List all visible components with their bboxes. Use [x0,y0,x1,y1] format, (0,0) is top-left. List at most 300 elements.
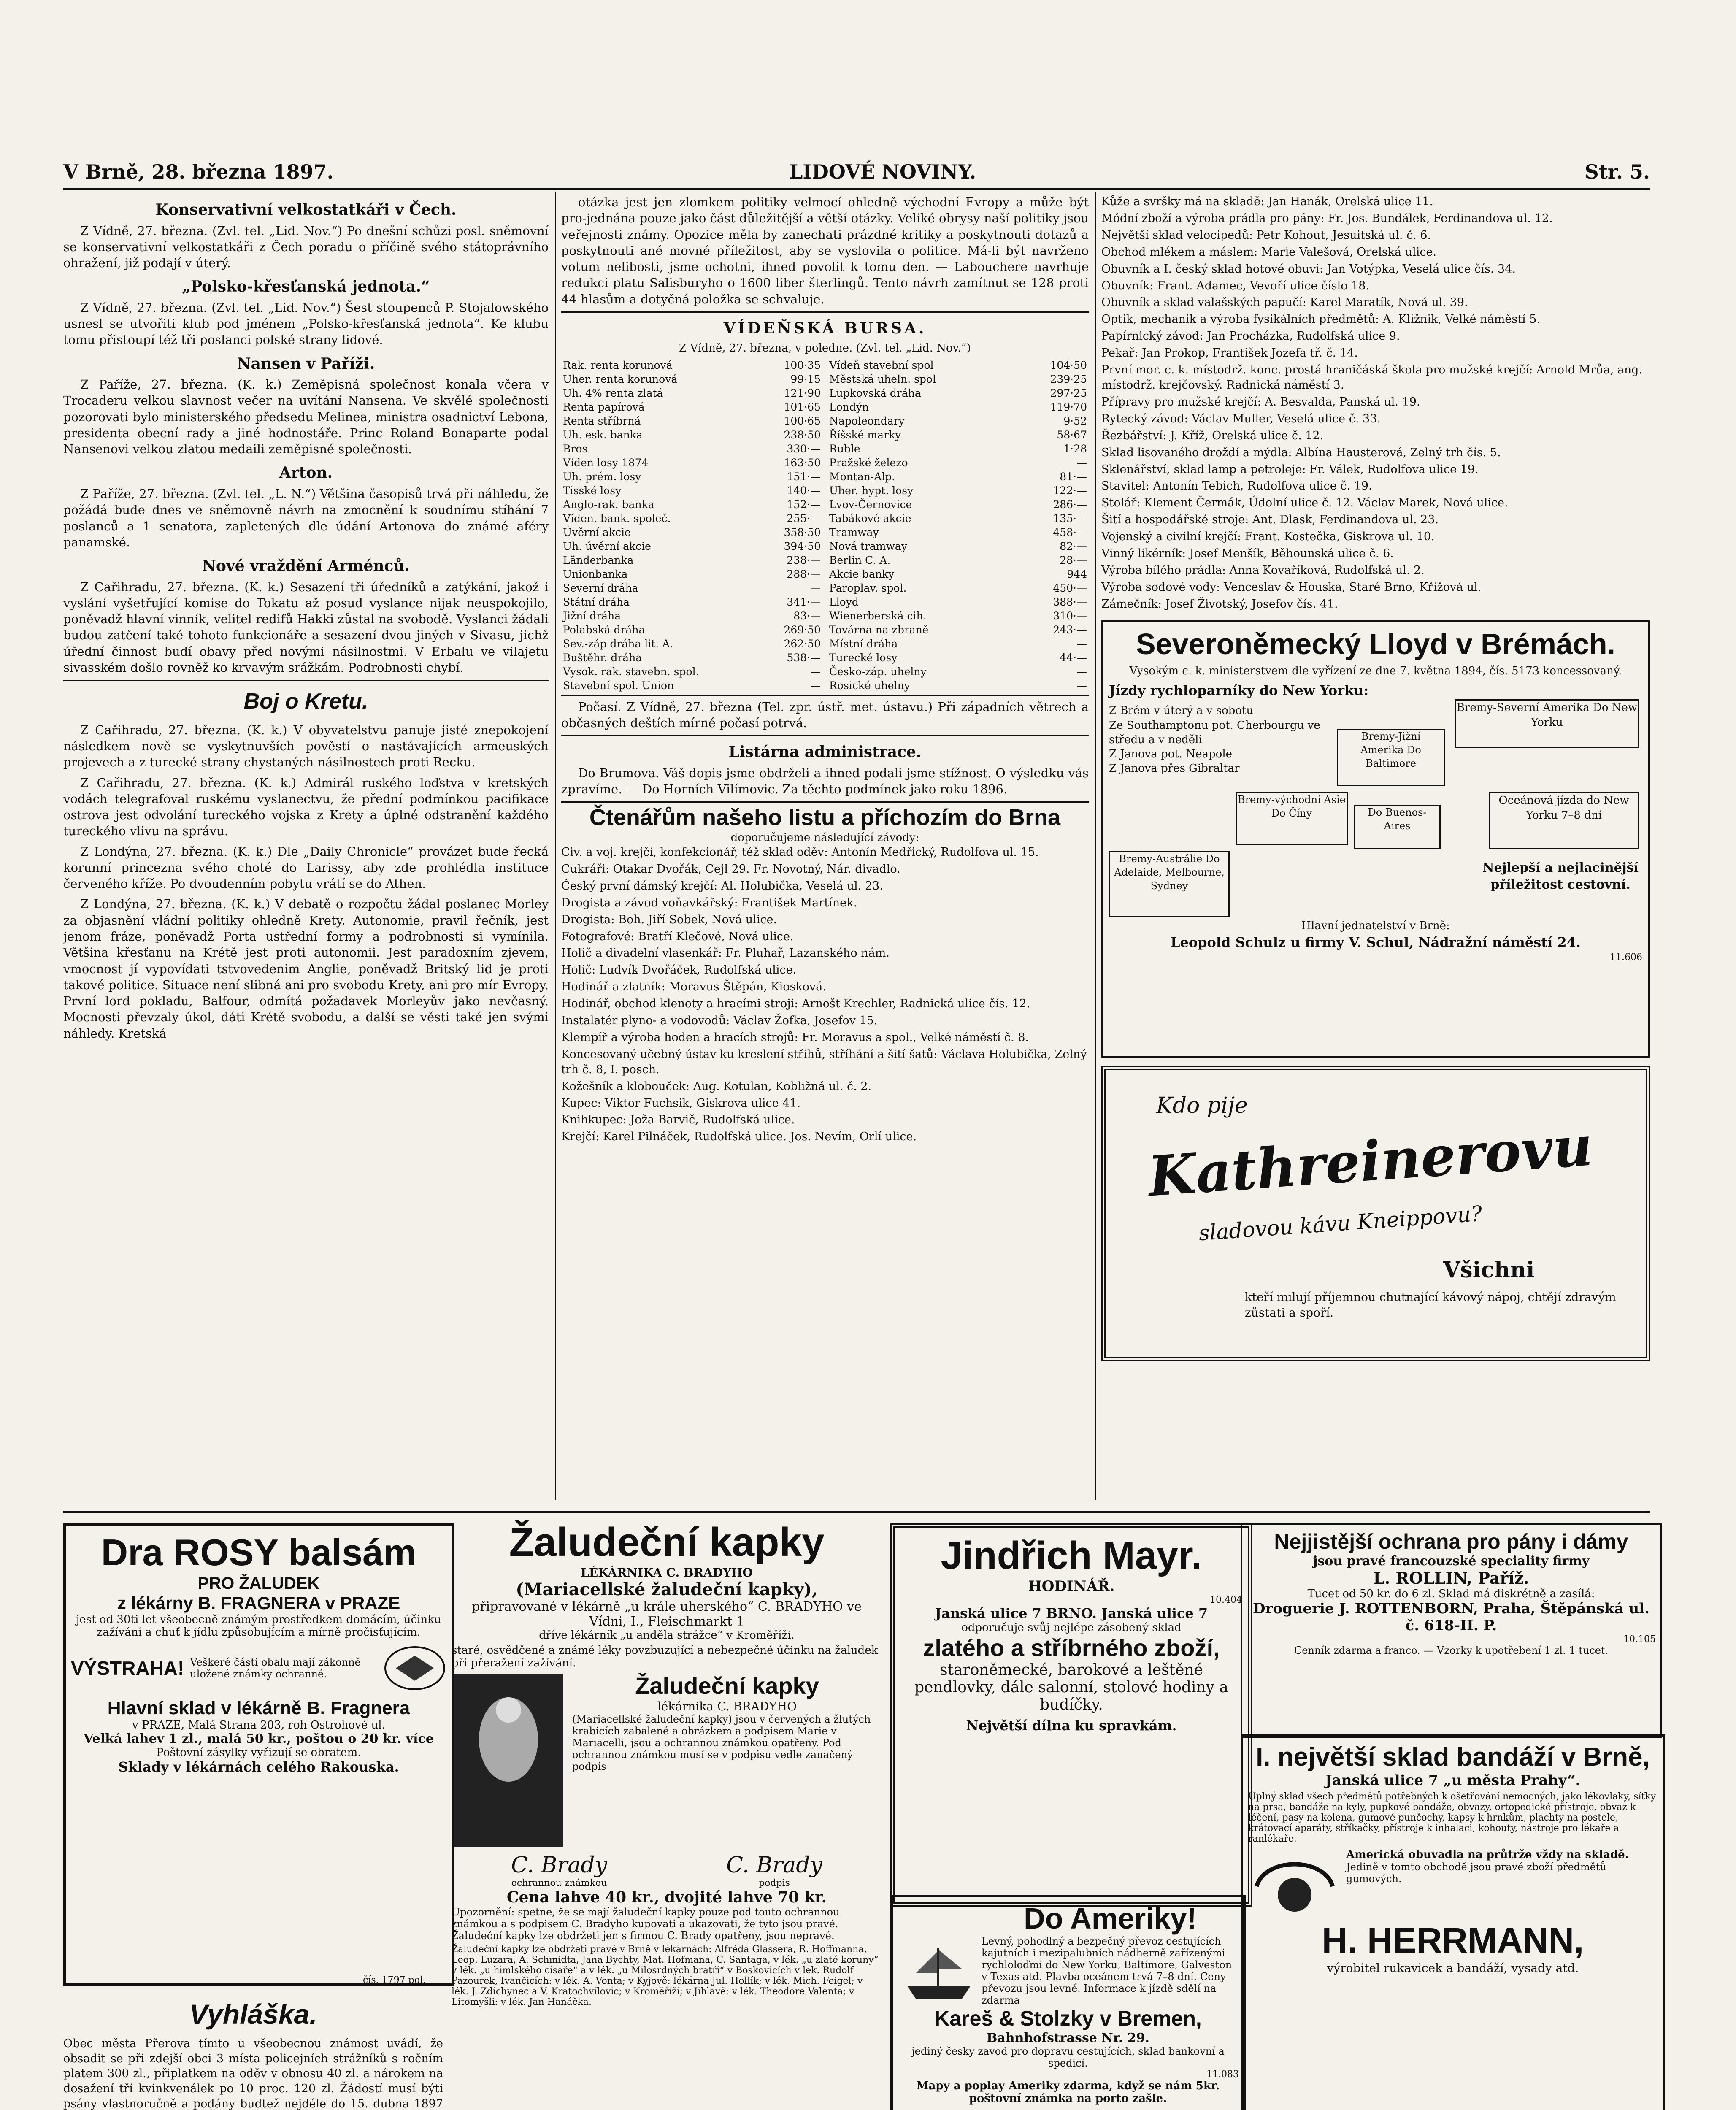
mayr-job: HODINÁŘ. [1028,1578,1115,1595]
masthead [63,160,1650,186]
directory-entry: Největší sklad velocipedů: Petr Kohout, Jesuitská ul. č. 6. [1101,228,1431,242]
lloyd-box-oceanic: Oceánová jízda do New Yorku 7–8 dní [1489,792,1639,849]
market-security: Länderbanka [563,554,634,566]
market-security: Paroplav. spol. [829,582,907,594]
market-row [561,442,822,456]
brady-warning: Upozornění: spetne, že se mají žaludeční kapky pouze pod touto ochrannou známkou a s podpisem C. Bradyho kupovati a ukazovati, že tyto jsou pravé. Žaludeční kapky lze obdržeti jen s firmou C. Brady opatřeny, jsou nepravé. [452,1906,840,1942]
market-security: Uher. renta korunová [563,373,678,385]
market-row [827,470,1089,484]
directory-entry: Pekař: Jan Prokop, František Jozefa tř. č. 14. [1101,346,1358,360]
herrmann-job: výrobitel rukavicek a bandáží, vysady atd. [1327,1961,1579,1975]
market-security: Pražské železo [829,456,908,469]
market-price: 238·— [787,554,821,566]
brady-signature: C. Brady [726,1853,822,1878]
herrmann-ad [1241,1734,1665,2110]
directory-entry: Rytecký závod: Václav Muller, Veselá ulice č. 33. [1101,412,1381,425]
market-security: Uher. hypt. losy [829,484,914,497]
rosy-ad-number: čís. 1797 pol. [363,1975,426,1986]
market-row [827,442,1089,456]
market-security: Lloyd [829,595,859,608]
crete-continuation: otázka jest jen zlomkem politiky velmocí ohledně východní Evropy a může být pro-jednána pouze jako část důležitější a větší otázky. Veliké obrysy naší politiky jsou veřejnosti známy. Opozice měla by zanechati prázdné kritiky a poskytnouti dotazů a poskytnouti ané movné příležitost, aby se vyslovila o politice. Má-li být navrženo votum nelibosti, jsme ochotni, ihned povolit k tomu den. — Labouchere navrhuje redukci platu Salisburyho o 1600 liber šterlingů. Tento návrh zamítnut se 128 proti 44 hlasům a dotyčná položka se schvaluje. [561,195,1089,306]
herrmann-amer: Americká obuvadla na průtrže vždy na skladě. [1346,1848,1629,1861]
brady-signatures [452,1853,882,1888]
market-row [561,595,822,609]
market-price: 262·50 [784,637,821,650]
market-security: Vídeň stavební spol [829,359,934,371]
market-row [827,414,1089,428]
article-armenci [63,556,549,676]
market-row [561,511,822,525]
market-price: 458·— [1053,526,1087,538]
listarna-title: Listárna administrace. [728,743,922,761]
rosy-subtitle: PRO ŽALUDEK [197,1574,320,1593]
directory-entry: Hodinář a zlatník: Moravus Štěpán, Kiosková. [561,980,826,994]
lloyd-fast: Jízdy rychloparníky do New Yorku: [1109,682,1369,698]
market-row [561,539,822,553]
market-price: 81·— [1060,470,1087,483]
page-number: Str. 5. [1585,160,1650,183]
brady-title: Žaludeční kapky [509,1520,825,1565]
market-row [827,498,1089,511]
article-heading: „Polsko-křesťanská jednota.“ [182,278,430,296]
mayr-gold: zlatého a stříbrného zboží, [923,1634,1220,1661]
kathreiner-name: Kathreinerovu [1146,1113,1595,1209]
market-security: Berlin C. A. [829,554,891,566]
market-security: Akcie banky [829,568,895,580]
market-row [561,525,822,539]
rosy-warning-text: Veškeré části obalu mají zákonně uložené známky ochranné. [190,1656,361,1680]
mayr-title: Jindřich Mayr. [941,1534,1202,1577]
market-subtitle: Z Vídně, 27. března, v poledne. (Zvl. tel. „Lid. Nov.“) [679,342,971,355]
rosy-warning: VÝSTRAHA! [71,1657,184,1679]
rosy-post: Poštovní zásylky vyřizují se obratem. [156,1746,361,1759]
market-row [827,484,1089,498]
market-price: 135·— [1053,512,1087,525]
madonna-icon [452,1672,565,1849]
article-arton [63,463,549,550]
directory-entry: Šití a hospodářské stroje: Ant. Dlask, Ferdinandova ul. 23. [1101,513,1439,527]
market-row [827,456,1089,470]
market-price: 99·15 [790,373,821,385]
kathreiner-who: Kdo pije [1156,1093,1248,1118]
directory-entry: Kožešník a klobouček: Aug. Kotulan, Kobližná ul. č. 2. [561,1079,872,1093]
market-security: Lupkovská dráha [829,387,921,399]
market-security: Jižní dráha [563,609,621,622]
herrmann-row [1248,1848,1658,1920]
market-price: 1·28 [1063,442,1087,455]
brady-description: staré, osvědčené a známé léky povzbuzující a nebezpečné účinku na žaludek při přeražení zažívání. [452,1644,878,1669]
market-price: 151·— [787,470,821,483]
market-price: 163·50 [784,456,821,469]
directory-entry: Papírnický závod: Jan Procházka, Rudolfská ulice 9. [1101,330,1400,343]
market-right-table [827,358,1089,693]
directory-entry: Optik, mechanik a výroba fysikálních předmětů: A. Kližnik, Velké náměstí 5. [1101,313,1540,326]
lloyd-subtitle: Vysokým c. k. ministerstvem dle vyřízení ze dne 7. května 1894, čís. 5173 koncessovaný. [1129,664,1622,677]
rollin-store: Droguerie J. ROTTENBORN, Praha, Štěpánská ul. č. 618-II. P. [1252,1600,1650,1634]
business-directory-continued [1101,194,1650,612]
market-security: Rak. renta korunová [563,359,673,371]
market-price: 44·— [1060,651,1087,664]
article-text: Z Vídně, 27. března. (Zvl. tel. „Lid. Nov.“) Po dnešní schůzi posl. sněmovní se konservativní velkostatkáři z Čech poradu o příčině svého státoprávního ohražení, již podají v úterý. [63,223,549,271]
column-right [1101,194,1650,1502]
market-row [561,386,822,400]
vyhlaska-title: Vyhláška. [189,1999,317,2030]
market-price: 450·— [1053,582,1087,594]
lloyd-route: Z Janova pot. Neapole [1109,748,1233,761]
brady-price: Cena lahve 40 kr., dvojité lahve 70 kr. [506,1888,827,1906]
rosy-price: Velká lahev 1 zl., malá 50 kr., poštou o 20 kr. více [84,1731,434,1746]
market-price: — [1076,679,1087,692]
market-security: Anglo-rak. banka [563,498,654,511]
market-row [561,679,822,693]
column-rule-1 [555,192,556,1500]
brady-text2: dříve lékárník „u anděla strážce“ v Kroměříži. [539,1629,795,1642]
market-security: Napoleondary [829,414,905,427]
market-price: 394·50 [784,540,821,552]
lloyd-routes-area [1109,699,1642,919]
directory-entry: Obchod mlékem a máslem: Marie Valešová, Orelská ulice. [1101,245,1437,259]
market-row [561,456,822,470]
market-security: Buštěhr. dráha [563,651,642,664]
mayr-address: Janská ulice 7 BRNO. Janská ulice 7 [935,1605,1208,1621]
directory-entry: Klempíř a výroba hoden a hracích strojů: Fr. Moravus a spol., Velké náměstí č. 8. [561,1031,1029,1044]
section-divider [63,680,549,681]
directory-entry: Hodinář, obchod klenoty a hracími stroji: Arnošt Krechler, Radnická ulice čís. 12. [561,997,1030,1011]
market-price: 297·25 [1050,387,1087,399]
market-price: — [1076,637,1087,650]
market-row [561,400,822,414]
rosy-ad [63,1523,454,1986]
truss-icon [1248,1848,1341,1920]
mayr-number: 10.404 [1210,1595,1242,1605]
market-price: 341·— [787,595,821,608]
directory-entry: Vojenský a civilní krejčí: Frant. Kostečka, Giskrova ul. 10. [1101,530,1435,544]
market-price: 82·— [1060,540,1087,552]
market-security: Česko-záp. uhelny [829,665,927,678]
market-security: Nová tramway [829,540,907,552]
market-row [827,539,1089,553]
market-row [827,386,1089,400]
market-left-table [561,358,822,693]
crete-item: Z Londýna, 27. března. (K. k.) Dle „Daily Chronicle“ provázet bude řecká korunní princezna svého choté do Larissy, aby zde prohlédla instituce červeného kříže. Po dvoudenním pobytu vrátí se do Athen. [63,844,549,891]
market-row [561,414,822,428]
herrmann-big: I. největší sklad bandáží v Brně, [1256,1742,1650,1772]
directory-entry: Civ. a voj. krejčí, konfekcionář, též sklad oděv: Antonín Medřický, Rudolfova ul. 15. [561,845,1039,859]
rollin-firm: L. ROLLIN, Paříž. [1373,1569,1529,1588]
herrmann-address: Janská ulice 7 „u města Prahy“. [1325,1772,1581,1789]
ctenarum-subtitle: doporučujeme následující závody: [730,831,919,844]
amerika-text2: jediný česky zavod pro dopravu cestujících, sklad bankovní a spedicí. [911,2045,1225,2069]
herrmann-name: H. HERRMANN, [1322,1921,1584,1960]
section-divider [561,735,1089,736]
brady-box-text: (Mariacellské žaludeční kapky) jsou v červených a žlutých krabicích zabalené a obrázkem a podpisem Marie v Mariacelli, jsou a ochrannou známkou opatřeny. Pod ochrannou známkou musí se v podpisu vedle zanačený podpis [572,1713,871,1772]
market-row [827,595,1089,609]
mayr-ad [890,1523,1252,1907]
market-security: Státní dráha [563,595,630,608]
kathreiner-ad [1101,1066,1650,1361]
market-price: — [1076,665,1087,678]
directory-entry: Drogista: Boh. Jiří Sobek, Nová ulice. [561,913,777,926]
directory-entry: Cukráři: Otakar Dvořák, Cejl 29. Fr. Novotný, Nár. divadlo. [561,862,900,876]
amerika-title: Do Ameriky! [1024,1902,1197,1935]
market-price: 944 [1067,568,1087,580]
lloyd-box-north: Bremy-Severní Amerika Do New Yorku [1455,699,1639,748]
rosy-warning-row [71,1643,446,1693]
lloyd-agent: Leopold Schulz u firmy V. Schul, Nádražní náměstí 24. [1170,934,1581,950]
market-row [561,651,822,665]
vyhlaska-notice [63,1996,443,2110]
article-velkostatkari [63,200,549,271]
lloyd-route: Z Brém v úterý a v sobotu [1109,704,1254,717]
rollin-price: Tucet od 50 kr. do 6 zl. Sklad má diskrétně a zasílá: [1307,1588,1595,1600]
rollin-title: Nejjistější ochrana pro pány i dámy [1274,1530,1628,1553]
directory-entry: Obuvník a sklad valašských papučí: Karel Maratík, Nová ul. 39. [1101,296,1468,309]
directory-entry: Obuvník a I. český sklad hotové obuvi: Jan Votýpka, Veselá ulice čís. 34. [1101,262,1516,276]
lloyd-ad [1101,620,1650,1058]
lloyd-box-buenos: Do Buenos-Aires [1354,805,1441,849]
brady-signature-mark: C. Brady [511,1853,607,1878]
market-security: Wienerberská cih. [829,609,927,622]
herrmann-only: Jedině v tomto obchodě jsou pravé zboží předmětů gumových. [1346,1861,1606,1885]
directory-entry: Sklenářství, sklad lamp a petroleje: Fr. Válek, Rudolfova ulice 19. [1101,463,1479,476]
market-security: Montan-Alp. [829,470,895,483]
rosy-main-store: Hlavní sklad v lékárně B. Fragnera [107,1698,410,1718]
ads-rule [63,1511,1650,1513]
directory-entry: Koncesovaný učebný ústav ku kreslení střihů, stříhání a šití šatů: Václava Holubička, Zelný trh č. 8, I. posch. [561,1047,1087,1076]
market-row [561,581,822,595]
crete-heading: Boj o Kretu. [243,689,368,714]
directory-entry: Sklad lisovaného droždí a mýdla: Albína Hausterová, Zelný trh čís. 5. [1101,446,1501,459]
vyhlaska-text: Obec města Přerova tímto u všeobecnou známost uvádí, že obsadit se při zdejší obci 3 místa policejních strážníků s ročním platem 300 zl., připlatkem na oděv v obnosu 40 zl. a nárokem na dosažení tří kvinkvenálek po 10 proc. 120 zl. Žádostí musí býti psány vlastnoručně a podány budtež nejdéle do 15. dubna 1897 [63,2037,443,2110]
kathreiner-text: kteří milují příjemnou chutnající kávový nápoj, chtějí zdravým zůstati a spoří. [1245,1290,1616,1320]
mayr-items: staroněmecké, barokové a leštěné pendlovky, dále salonní, stolové hodiny a budíčky. [914,1661,1228,1713]
directory-entry: Instalatér plyno- a vodovodů: Václav Žofka, Josefov 15. [561,1014,878,1028]
brady-box-title: Žaludeční kapky [635,1672,819,1699]
directory-entry: Výroba sodové vody: Venceslav & Houska, Staré Brno, Křížová ul. [1101,580,1482,594]
directory-entry: Módní zboží a výroba prádla pro pány: Fr. Jos. Bundálek, Ferdinandova ul. 12. [1101,211,1553,225]
lloyd-box-australia: Bremy-Austrálie Do Adelaide, Melbourne, Sydney [1109,851,1230,917]
market-security: Ruble [829,442,860,455]
market-row [827,665,1089,679]
rosy-text: jest od 30ti let všeobecně známým prostředkem domácím, účinku zažívání a chuť k jídlu způsobujícím a mírně pročisťujícím. [76,1613,441,1639]
market-price: 9·52 [1063,414,1087,427]
directory-entry: Výroba bílého prádla: Anna Kovaříková, Rudolfská ul. 2. [1101,563,1425,577]
article-heading: Nové vraždění Arménců. [202,557,410,575]
kathreiner-sladovou: sladovou kávu Kneippovu? [1198,1201,1483,1246]
brady-box-row [452,1672,882,1849]
brady-text: připravované v lékárně „u krále uherského“ C. BRADYHO ve Vídni, I., Fleischmarkt 1 [472,1599,862,1629]
market-price: 269·50 [784,623,821,636]
market-security: Polabská dráha [563,623,645,636]
market-security: Sev.-záp dráha lit. A. [563,637,673,650]
market-price: 58·67 [1057,428,1087,441]
directory-entry: První mor. c. k. místodrž. konc. prostá hraničáská škola pro mužské krejčí: Arnold Mrůa, ang. místodrž. krejčovský. Radnická náměstí 3. [1101,363,1643,392]
lloyd-routes [1109,703,1345,776]
market-security: Říšské marky [829,428,901,441]
market-price: 255·— [787,512,821,525]
market-security: Bros [563,442,588,455]
directory-entry: Fotografové: Bratří Klečové, Nová ulice. [561,930,794,943]
lloyd-route: Ze Southamptonu pot. Cherbourgu ve středu a v neděli [1109,719,1320,746]
market-price: — [810,679,821,692]
market-security: Uh. 4% renta zlatá [563,387,663,399]
crete-item: Z Cařihradu, 27. března. (K. k.) V obyvatelstvu panuje jisté znepokojení následkem nově se vyskytnuvších pověstí o nastávajících armeuských projevech a z turecké strany chystaných násilnostech proti Recku. [63,722,549,770]
market-price: 100·35 [784,359,821,371]
market-row [827,428,1089,442]
market-row [561,498,822,511]
market-row [827,372,1089,386]
article-heading: Nansen v Paříži. [237,354,375,373]
market-row [561,470,822,484]
market-price: 243·— [1053,623,1087,636]
column-news [63,194,549,1502]
rosy-title: Dra ROSY balsám [101,1531,416,1573]
issue-date: V Brně, 28. března 1897. [63,160,334,183]
market-security: Renta stříbrná [563,414,641,427]
listarna-text: Do Brumova. Váš dopis jsme obdrželi a ihned podali jsme stížnost. O výsledku vás zpravíme. — Do Horních Vilímovic. Za těchto podmínek jako roku 1896. [561,766,1089,796]
market-security: Stavební spol. Union [563,679,674,692]
market-price: 310·— [1053,609,1087,622]
market-row [561,637,822,651]
market-price: 83·— [793,609,821,622]
amerika-text: Levný, pohodlný a bezpečný převoz cestujících kajutních i mezipalubních nádherně zařízenými rychloloďmi do New Yorku, Baltimore, Galveston v Texas atd. Plavba oceánem trvá 7–8 dní. Ceny převozu jsou levné. Informace k jízdě sdělí na zdarma [982,1935,1232,2006]
market-row [827,637,1089,651]
market-row [827,525,1089,539]
directory-entry: Stolář: Klement Čermák, Údolní ulice č. 12. Václav Marek, Nová ulice. [1101,496,1508,510]
brady-subtitle: (Mariacellské žaludeční kapky), [516,1580,818,1599]
market-price: 239·25 [1050,373,1087,385]
article-text: Z Paříže, 27. března. (K. k.) Zeměpisná společnost konala včera v Trocaderu velkou slavnost večer na uvítání Nansena. Ve skvělé společnosti pozorovati bylo ministerského předsedu Melinea, ministra osadnictví Lebona, presidenta obecní rady a jiné hodnostáře. Princ Roland Bonaparte podal Nansenovi velkou zlatou medaili zeměpisné společnosti. [63,377,549,457]
market-security: Tramway [829,526,879,538]
market-security: Vysok. rak. stavebn. spol. [563,665,699,678]
directory-entry: Zámečník: Josef Životský, Josefov čís. 41. [1101,597,1338,611]
amerika-number: 11.083 [1206,2069,1239,2080]
column-middle [561,194,1089,1502]
lloyd-ad-number: 11.606 [1610,952,1642,963]
section-divider [561,801,1089,803]
lloyd-box-asia: Bremy-východní Asie Do Číny [1236,792,1348,845]
rosy-address: v PRAZE, Malá Strana 203, roh Ostrohové ul. [132,1719,385,1731]
market-table [561,358,1089,693]
amerika-address: Bahnhofstrasse Nr. 29. [986,2031,1149,2045]
market-security: Turecké losy [829,651,898,664]
lloyd-route: Z Janova přes Gibraltar [1109,762,1240,775]
market-price: 538·— [787,651,821,664]
market-security: Unionbanka [563,568,628,580]
amerika-map: Mapy a poplay Ameriky zdarma, když se nám 5kr. poštovní známka na porto zašle. [916,2080,1220,2105]
brady-signature-label: ochrannou známkou [511,1878,607,1888]
market-row [561,665,822,679]
brady-pharmacist: LÉKÁRNIKA C. BRADYHO [581,1566,753,1580]
brady-signature-label: podpis [759,1878,790,1888]
brady-box-subtitle: lékárnika C. BRADYHO [657,1699,797,1713]
kathreiner-all: Všichni [1443,1257,1535,1283]
market-security: Rosické uhelny [829,679,910,692]
directory-entry: Řezbářství: J. Kříž, Orelská ulice č. 12. [1101,429,1324,442]
market-row [827,581,1089,595]
lloyd-title: Severoněmecký Lloyd v Brémách. [1136,627,1616,660]
directory-entry: Drogista a závod voňavkářský: František Martínek. [561,896,857,909]
masthead-rule [63,188,1650,190]
market-price: 286·— [1053,498,1087,511]
directory-entry: Knihkupec: Joža Barvič, Rudolfská ulice. [561,1113,795,1127]
market-price: 238·50 [784,428,821,441]
directory-entry: Kůže a svršky má na skladě: Jan Hanák, Orelská ulice 11. [1101,195,1433,208]
market-price: 121·90 [784,387,821,399]
market-price: 104·50 [1050,359,1087,371]
market-price: 288·— [787,568,821,580]
newspaper-title: LIDOVÉ NOVINY. [789,160,976,183]
section-divider [561,695,1089,696]
amerika-ad [890,1895,1246,2110]
market-row [561,428,822,442]
article-nansen [63,354,549,457]
market-price: 100·65 [784,414,821,427]
market-price: — [810,665,821,678]
rollin-subtitle: jsou pravé francouzské speciality firmy [1313,1554,1590,1569]
market-price: 119·70 [1050,400,1087,413]
article-text: Z Vídně, 27. března. (Zvl. tel. „Lid. Nov.“) Šest stoupenců P. Stojalowského usnesl se utvořiti klub pod jménem „Polsko-křesťanská jednota“. Ke klubu tomu přistoupí též tři poslanci polské strany lidové. [63,300,549,347]
market-security: Londýn [829,400,869,413]
brady-stores: Žaludeční kapky lze obdržeti pravé v Brně v lékárnách: Alfréda Glassera, R. Hoffmanna, Leop. Luzara, A. Schmidta, Jana Bychty, Mat. Hofmana, C. Santaga, v lék. „u zlaté koruny“ v lék. „u himlského cisaře“ a v lék. „u Milosrdných bratří“ v Boskovicích v lék. Rudolf Pazourek, Ivančicích: v lék. A. Vonta; v Kyjově: lékárna Jul. Hollík; v lék. Mich. Feigel; v lék. J. Zdichynec a V. Kratochvílovic; v Kroměříži; v Jihlavě: v lék. Theodore Valenta; v Litomyšli: v lék. Jan Hanáčka. [452,1944,879,2007]
weather-report: Počasí. Z Vídně, 27. března (Tel. zpr. ústř. met. ústavu.) Při západních větrech a občasných deštích mírné počasí potrvá. [561,699,1089,730]
market-row [561,358,822,372]
market-row [561,609,822,623]
directory-entry: Vinný likérník: Josef Menšík, Běhounská ulice č. 6. [1101,547,1394,560]
amerika-firm: Kareš & Stolzky v Bremen, [934,2007,1202,2030]
ctenarum-title: Čtenářům našeho listu a příchozím do Brna [589,805,1061,830]
market-row [827,553,1089,567]
market-row [827,651,1089,665]
market-security: Městská uheln. spol [829,373,936,385]
market-security: Víden. bank. společ. [563,512,671,525]
market-security: Továrna na zbraně [829,623,929,636]
market-row [561,553,822,567]
rosy-stores: Sklady v lékárnách celého Rakouska. [118,1759,399,1775]
market-price: 28·— [1060,554,1087,566]
article-text: Z Paříže, 27. března. (Zvl. tel. „L. N.“) Většina časopisů trvá při náhledu, že požádá bude dnes ve sněmovně návrh na zmocnění k soudnímu stíhání 7 poslanců a 1 senatora, zapletených dle údání Artonova do známé aféry panamské. [63,486,549,549]
eagle-icon [383,1643,446,1693]
market-row [827,609,1089,623]
mayr-repair: Největší dílna ku spravkám. [966,1718,1177,1734]
lloyd-agent-label: Hlavní jednatelství v Brně: [1301,920,1450,933]
lloyd-cheap: Nejlepší a nejlacinější příležitost cestovní. [1482,860,1639,892]
market-title: VÍDEŇSKÁ BURSA. [723,319,927,337]
rollin-number: 10.105 [1623,1634,1656,1645]
rosy-from: z lékárny B. FRAGNERA v PRAZE [117,1593,400,1613]
market-price: 388·— [1053,595,1087,608]
market-price: 152·— [787,498,821,511]
market-security: Uh. prém. losy [563,470,641,483]
article-text: Z Cařihradu, 27. března. (K. k.) Sesazení tři úředníků a zatýkání, jakož i vyslání vyšetřující komise do Tokatu až posud vyslance nijak neuspokojilo, poněvadž hlavní vinník, velitel redifů Hakki zůstal na svobodě. Vyslanci žádali budou zatčení také tohoto funkcionáře a sesazení dvou jiných v Sivasu, jichž úřední činnost budí obavy před novými násilnostmi. V Erbalu ve vilajetu sivasském došlo rovněž ko krvavým srážkám. Podrobnosti chybí. [63,579,549,675]
market-row [561,567,822,581]
directory-entry: Obuvník: Frant. Adamec, Vevoří ulice číslo 18. [1101,279,1370,292]
directory-entry: Krejčí: Karel Pilnáček, Rudolfská ulice. Jos. Nevím, Orlí ulice. [561,1130,917,1144]
market-row [561,372,822,386]
section-divider [561,311,1089,313]
article-jednota [63,277,549,348]
rollin-list: Cenník zdarma a franco. — Vzorky k upotřebení 1 zl. 1 tucet. [1294,1645,1609,1656]
brady-ad [452,1519,882,2110]
crete-item: Z Londýna, 27. března. (K. k.) V debatě o rozpočtu žádal poslanec Morley za objasnění vládní politiky ohledně Krety. Autonomie, pravil řečník, jest jenom fráze, poněvadž Porta ustřední formy a podrobnosti si vymínila. Většina křesťanu na Krétě jest proti autonomii. Jest paradoxním zjevem, vmocnost jí vypovídati tstvovedenim Anglie, poněvadž Britský lid je proti takové politice. Situace není slibná ani pro svobodu Krety, ani pro mír Evropy. První lord pokladu, Balfour, odmítá požadavek Morleyův jako nevčasný. Mocnosti převzaly úkol, dáti Krétě svobodu, a další se věsti také jen svými náhledy. Kretská [63,897,549,1041]
market-price: 122·— [1053,484,1087,497]
market-security: Tisské losy [563,484,622,497]
market-security: Víden losy 1874 [563,456,649,469]
rollin-ad [1241,1523,1662,1738]
mayr-text: odporučuje svůj nejlépe zásobený sklad [961,1621,1182,1634]
market-price: 101·65 [784,400,821,413]
market-price: 330·— [787,442,821,455]
